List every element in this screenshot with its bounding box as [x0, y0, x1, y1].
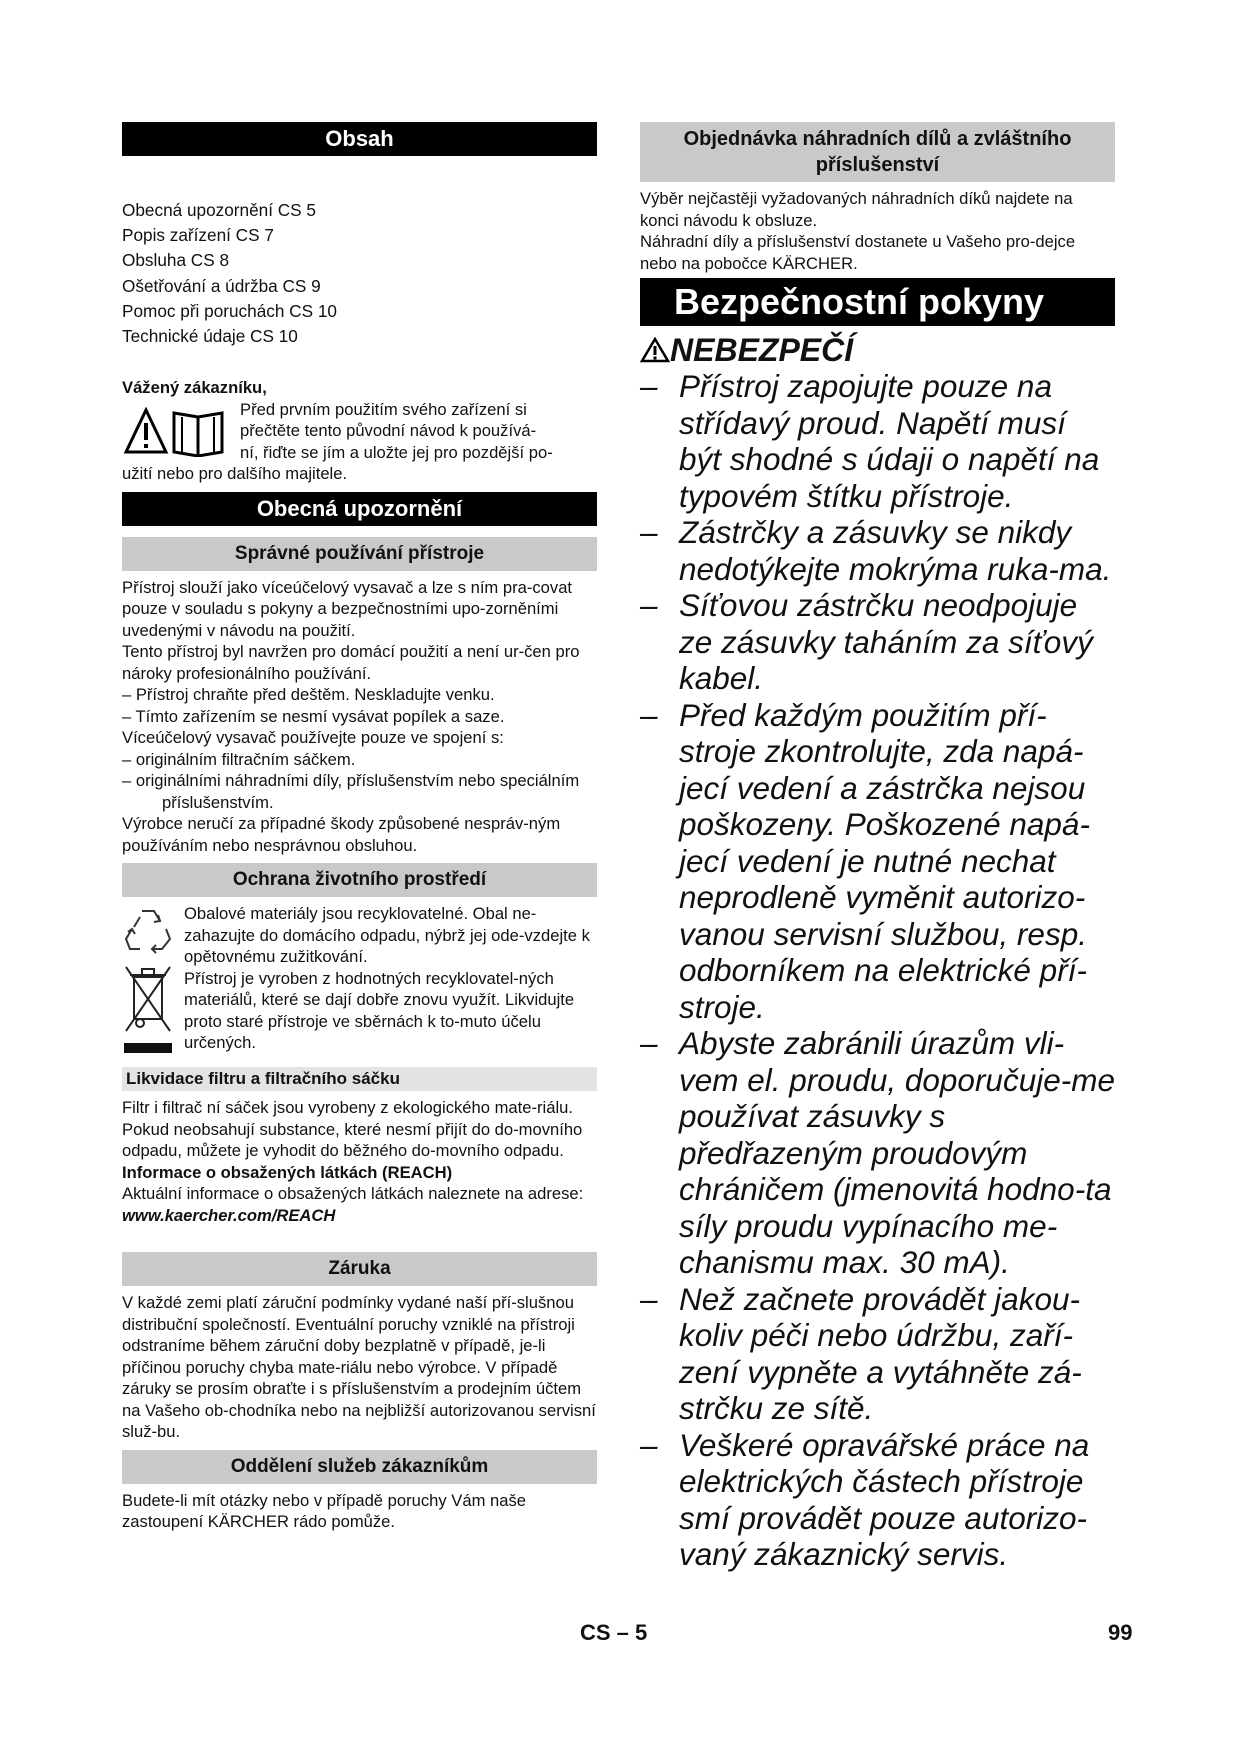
intro-line: přečtěte tento původní návod k používá- — [240, 421, 537, 441]
parts-title-line: Objednávka náhradních dílů a zvláštního — [683, 128, 1072, 150]
proper-use-section — [122, 577, 597, 857]
parts-title — [640, 122, 1115, 182]
safety-item — [640, 1281, 1115, 1427]
intro-line: ní, řiďte se jím a uložte jej pro pozdější po- — [240, 442, 553, 462]
paragraph: Přístroj je vyroben z hodnotných recyklovatel-ných materiálů, které se dají dobře znovu využít. Likvidujte proto staré přístroje ve sběrnách k to-muto účelu určených. — [184, 968, 575, 1053]
list-item: – originálními náhradními díly, příslušenstvím nebo speciálním příslušenstvím. — [122, 771, 580, 812]
paragraph: Výběr nejčastěji vyžadovaných náhradních díků najdete na konci návodu k obsluze. — [640, 189, 1073, 230]
safety-item — [640, 587, 1115, 697]
filter-section — [122, 1097, 597, 1226]
list-item: – originálním filtračním sáčkem. — [122, 749, 356, 769]
safety-list — [640, 368, 1115, 1573]
paragraph: Budete-li mít otázky nebo v případě poruchy Vám naše zastoupení KÄRCHER rádo pomůže. — [122, 1490, 527, 1532]
crossed-bin-icon — [122, 963, 174, 1063]
service-section — [122, 1490, 597, 1533]
warranty-title: Záruka — [122, 1252, 597, 1286]
paragraph: Víceúčelový vysavač používejte pouze ve spojení s: — [122, 728, 504, 748]
filter-title: Likvidace filtru a filtračního sáčku — [122, 1067, 597, 1091]
safety-title: Bezpečnostní pokyny — [640, 278, 1115, 326]
page-number: 99 — [1108, 1620, 1133, 1645]
paragraph: Aktuální informace o obsažených látkách naleznete na adrese: — [122, 1184, 584, 1204]
env-section — [122, 903, 597, 1067]
safety-item — [640, 1025, 1115, 1281]
paragraph: Tento přístroj byl navržen pro domácí použití a není ur-čen pro nároky profesionálního používání. — [122, 642, 580, 683]
toc-item[interactable]: Ošetřování a údržba CS 9 — [122, 275, 321, 296]
service-title: Oddělení služeb zákazníkům — [122, 1450, 597, 1484]
toc-list — [122, 198, 597, 349]
safety-item-text: Abyste zabránili úrazům vli-vem el. proudu, doporučuje-me používat zásuvky s předřazeným proudovým chráničem (jmenovitá hodno-ta síly proudu vypínacího me-chanismu max. 30 mA). — [679, 1025, 1115, 1280]
dash: – — [640, 368, 658, 404]
env-title: Ochrana životního prostředí — [122, 863, 597, 897]
general-title: Obecná upozornění — [122, 492, 597, 526]
paragraph: Přístroj slouží jako víceúčelový vysavač a lze s ním pra-covat pouze v souladu s pokyny a bezpečnostními upo-zorněními uvedenými v návodu na použití. — [122, 577, 573, 640]
safety-item-text: Veškeré opravářské práce na elektrických částech přístroje smí provádět pouze autorizo-vaný zákaznický servis. — [679, 1426, 1090, 1572]
toc-title: Obsah — [122, 122, 597, 156]
dash: – — [640, 696, 658, 733]
warning-manual-icon — [124, 407, 232, 457]
safety-item — [640, 697, 1115, 1026]
page-label: CS – 5 — [580, 1620, 648, 1645]
warning-icon — [640, 337, 670, 363]
toc-item[interactable]: Pomoc při poruchách CS 10 — [122, 300, 337, 321]
safety-item-text: Před každým použitím pří-stroje zkontrolujte, zda napá-jecí vedení a zástrčka nejsou poškozeny. Poškozené napá-jecí vedení je nutné nechat neprodleně vyměnit autorizo-vanou servisní službou, resp. odborníkem na elektrické pří-stroje. — [679, 696, 1090, 1025]
parts-title-line: příslušenství — [815, 154, 940, 176]
dash: – — [640, 587, 658, 623]
reach-heading: Informace o obsažených látkách (REACH) — [122, 1162, 453, 1182]
safety-item-text: Síťovou zástrčku neodpojuje ze zásuvky taháním za síťový kabel. — [679, 587, 1093, 696]
proper-use-title: Správné používání přístroje — [122, 537, 597, 571]
warranty-section — [122, 1292, 597, 1443]
right-column — [640, 122, 1115, 1573]
safety-item — [640, 514, 1115, 587]
paragraph: Obalové materiály jsou recyklovatelné. Obal ne-zahazujte do domácího odpadu, nýbrž jej ode-vzdejte k opětovnému zužitkování. — [184, 904, 590, 967]
reach-link[interactable]: www.kaercher.com/REACH — [122, 1205, 336, 1225]
toc-item[interactable]: Obecná upozornění CS 5 — [122, 200, 316, 220]
intro-block — [122, 399, 597, 485]
toc-item[interactable]: Technické údaje CS 10 — [122, 326, 298, 347]
safety-item-text: Než začnete provádět jakou-koliv péči nebo údržbu, zaří-zení vypněte a vytáhněte zá-strčku ze sítě. — [679, 1280, 1082, 1426]
dash: – — [640, 514, 658, 550]
danger-heading — [640, 330, 1115, 370]
parts-section — [640, 188, 1115, 274]
paragraph: Výrobce neručí za případné škody způsobené nespráv-ným používáním nebo nesprávnou obsluhou. — [122, 814, 561, 855]
list-item: – Přístroj chraňte před deštěm. Neskladujte venku. — [122, 685, 495, 705]
paragraph: Pokud neobsahují substance, které nesmí přijít do do-movního odpadu, můžete je vyhodit do běžného do-movního odpadu. — [122, 1119, 583, 1161]
danger-label: NEBEZPEČÍ — [670, 332, 854, 368]
safety-item — [640, 1427, 1115, 1573]
toc-item[interactable]: Obsluha CS 8 — [122, 250, 230, 271]
paragraph: Filtr i filtrač ní sáček jsou vyrobeny z ekologického mate-riálu. — [122, 1098, 573, 1118]
recycle-icon — [122, 905, 174, 957]
safety-item-text: Přístroj zapojujte pouze na střídavý proud. Napětí musí být shodné s údaji o napětí na typovém štítku přístroje. — [679, 368, 1100, 514]
intro-line: Před prvním použitím svého zařízení si — [240, 399, 527, 419]
dash: – — [640, 1025, 658, 1061]
intro-heading: Vážený zákazníku, — [122, 378, 267, 398]
safety-item-text: Zástrčky a zásuvky se nikdy nedotýkejte mokrýma ruka-ma. — [679, 514, 1112, 587]
list-item: – Tímto zařízením se nesmí vysávat popílek a saze. — [122, 706, 505, 726]
dash: – — [640, 1280, 658, 1317]
paragraph: Náhradní díly a příslušenství dostanete u Vašeho pro-dejce nebo na pobočce KÄRCHER. — [640, 232, 1076, 273]
safety-item — [640, 368, 1115, 514]
toc-item[interactable]: Popis zařízení CS 7 — [122, 225, 274, 246]
intro-line: užití nebo pro dalšího majitele. — [122, 464, 348, 484]
paragraph: V každé zemi platí záruční podmínky vydané naší pří-slušnou distribuční společností. Eventuální poruchy vzniklé na přístroji odstraníme během záruční doby bezplatně v případě, je-li příčinou poruchy chyba mate-riálu nebo výrobce. V případě záruky se prosím obraťte i s příslušenstvím a prodejním účtem na Vašeho ob-chodníka nebo na nejbližší autorizovanou servisní služ-bu. — [122, 1293, 596, 1442]
dash: – — [640, 1426, 658, 1463]
left-column — [122, 122, 597, 1533]
